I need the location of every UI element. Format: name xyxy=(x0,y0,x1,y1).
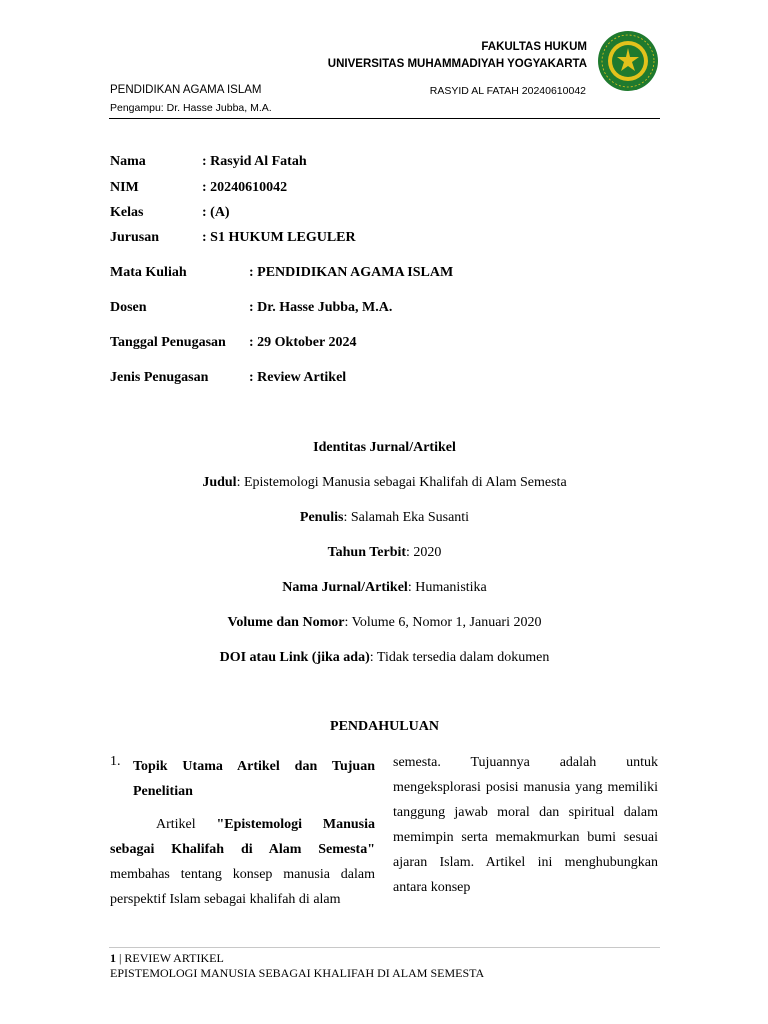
identity-label: Jurusan xyxy=(110,230,160,245)
article-title-emphasis: "Epistemologi Manusia sebagai Khalifah di Alam Semesta" xyxy=(110,817,375,857)
journal-label: Penulis xyxy=(299,510,344,525)
assignment-label: Jenis Penugasan xyxy=(110,370,209,385)
journal-label: Tahun Terbit xyxy=(327,545,407,560)
subsection-title xyxy=(133,754,375,804)
subsection-title-line2: Penelitian xyxy=(133,784,193,799)
assignment-label: Mata Kuliah xyxy=(110,265,187,280)
journal-item-journal-name xyxy=(109,580,660,596)
assignment-value: : PENDIDIKAN AGAMA ISLAM xyxy=(249,265,454,280)
identity-label: Nama xyxy=(110,154,146,169)
identity-label: NIM xyxy=(110,180,139,195)
assignment-row-date xyxy=(110,335,357,351)
journal-label: Judul xyxy=(202,475,237,490)
footer-label: REVIEW ARTIKEL xyxy=(124,951,224,965)
faculty-name: FAKULTAS HUKUM xyxy=(481,41,587,53)
subsection-title-line1: Topik Utama Artikel dan Tujuan xyxy=(133,759,375,774)
assignment-label: Dosen xyxy=(110,300,147,315)
journal-value: : Epistemologi Manusia sebagai Khalifah di Alam Semesta xyxy=(236,475,567,490)
footer-divider xyxy=(109,947,660,948)
journal-item-year xyxy=(109,545,660,561)
assignment-value: : 29 Oktober 2024 xyxy=(249,335,357,350)
identity-label: Kelas xyxy=(110,205,144,220)
identity-row-jurusan xyxy=(110,230,356,246)
journal-item-doi xyxy=(109,650,660,666)
journal-label: Volume dan Nomor xyxy=(227,615,345,630)
journal-value: : Salamah Eka Susanti xyxy=(343,510,470,525)
journal-value: : Humanistika xyxy=(407,580,487,595)
university-logo xyxy=(597,30,659,92)
identity-row-nama xyxy=(110,154,307,170)
student-id-header: RASYID AL FATAH 20240610042 xyxy=(429,85,586,97)
identity-value: : 20240610042 xyxy=(202,180,288,195)
journal-value: : 2020 xyxy=(406,545,442,560)
assignment-row-type xyxy=(110,370,347,386)
journal-label: DOI atau Link (jika ada) xyxy=(219,650,370,665)
footer-separator: | xyxy=(116,951,125,965)
journal-item-title xyxy=(109,475,660,491)
assignment-value: : Review Artikel xyxy=(249,370,347,385)
journal-value: : Tidak tersedia dalam dokumen xyxy=(369,650,550,665)
list-number: 1. xyxy=(110,754,121,769)
footer-subtitle: EPISTEMOLOGI MANUSIA SEBAGAI KHALIFAH DI ALAM SEMESTA xyxy=(110,966,485,980)
identity-value: : (A) xyxy=(202,205,230,220)
identity-row-nim xyxy=(110,180,288,196)
journal-item-volume xyxy=(109,615,660,631)
identity-row-kelas xyxy=(110,205,230,221)
body-paragraph: semesta. Tujuannya adalah untuk mengeksplorasi posisi manusia yang memiliki tanggung jawab moral dan spiritual dalam memimpin serta memakmurkan bumi sesuai ajaran Islam. Artikel ini menghubungkan antara konsep xyxy=(393,755,658,895)
assignment-value: : Dr. Hasse Jubba, M.A. xyxy=(249,300,393,315)
section-heading: PENDAHULUAN xyxy=(330,719,439,734)
footer-page-label xyxy=(110,951,224,966)
assignment-label: Tanggal Penugasan xyxy=(110,335,226,350)
lecturer-line: Pengampu: Dr. Hasse Jubba, M.A. xyxy=(110,102,272,114)
journal-label: Nama Jurnal/Artikel xyxy=(282,580,408,595)
body-column-left xyxy=(110,812,375,912)
course-title: PENDIDIKAN AGAMA ISLAM xyxy=(110,84,262,96)
identity-value: : Rasyid Al Fatah xyxy=(202,154,307,169)
body-column-right xyxy=(393,750,658,900)
identity-value: : S1 HUKUM LEGULER xyxy=(202,230,356,245)
page-number: 1 xyxy=(110,951,116,965)
assignment-row-course xyxy=(110,265,454,281)
body-paragraph: Artikel "Epistemologi Manusia sebagai Khalifah di Alam Semesta" membahas tentang konsep manusia dalam perspektif Islam sebagai khalifah di alam xyxy=(110,817,375,907)
journal-section-title: Identitas Jurnal/Artikel xyxy=(313,440,456,455)
journal-item-author xyxy=(109,510,660,526)
university-name: UNIVERSITAS MUHAMMADIYAH YOGYAKARTA xyxy=(327,58,587,70)
journal-value: : Volume 6, Nomor 1, Januari 2020 xyxy=(344,615,542,630)
header-divider xyxy=(109,118,660,119)
assignment-row-lecturer xyxy=(110,300,393,316)
